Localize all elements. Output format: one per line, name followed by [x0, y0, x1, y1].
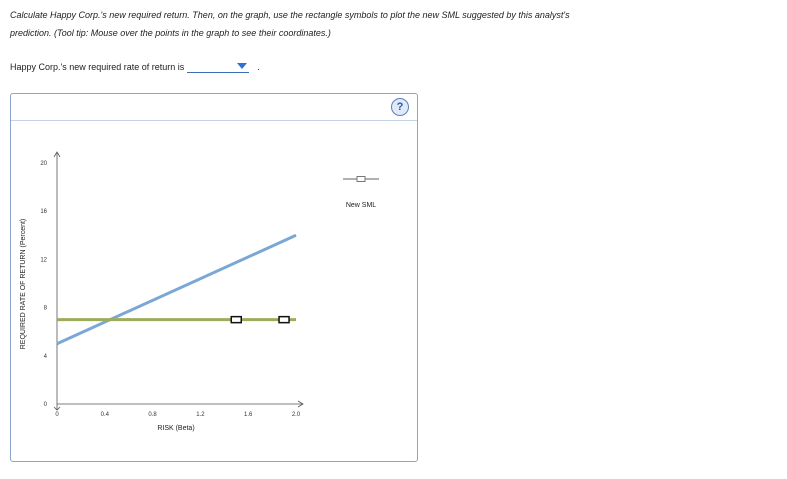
answer-row: [10, 60, 260, 73]
chart-ticks: [40, 161, 301, 418]
chevron-down-icon[interactable]: [237, 63, 247, 69]
x-tick-label: 1.2: [196, 412, 205, 418]
legend-rectangle-tool[interactable]: [357, 177, 365, 182]
legend-label: New SML: [345, 202, 377, 209]
new-sml-point-marker[interactable]: [279, 317, 289, 323]
x-tick-label: 0: [55, 412, 59, 418]
instructions-line-1: Calculate Happy Corp.'s new required return. Then, on the graph, use the rectangle symbols to plot the new SML suggested by this analyst's: [10, 10, 570, 20]
instructions-line-2: prediction. (Tool tip: Mouse over the points in the graph to see their coordinates.): [10, 28, 331, 38]
graph-panel: [10, 93, 418, 462]
sml-line[interactable]: [57, 235, 296, 343]
y-tick-label: 4: [43, 353, 47, 360]
y-tick-label: 0: [43, 402, 47, 408]
y-tick-label: 20: [40, 161, 47, 167]
chart-legend: [343, 177, 379, 210]
x-axis-label: RISK (Beta): [157, 425, 195, 432]
sml-chart[interactable]: [11, 94, 417, 461]
y-axis-label: REQUIRED RATE OF RETURN (Percent): [20, 218, 27, 350]
x-tick-label: 1.6: [244, 412, 253, 418]
help-icon[interactable]: ?: [391, 98, 409, 116]
x-tick-label: 2.0: [291, 412, 301, 418]
required-return-dropdown[interactable]: [187, 60, 249, 73]
answer-label: Happy Corp.'s new required rate of return is: [10, 61, 185, 72]
x-tick-label: 0.8: [148, 412, 157, 418]
y-tick-label: 12: [40, 257, 47, 264]
chart-lines: [57, 235, 296, 343]
new-sml-point-marker[interactable]: [231, 317, 241, 323]
y-tick-label: 8: [43, 305, 47, 312]
chart-axes: [54, 152, 303, 410]
answer-period: .: [257, 61, 260, 72]
y-tick-label: 16: [40, 209, 47, 216]
instructions: [10, 6, 770, 42]
x-tick-label: 0.4: [100, 412, 109, 418]
